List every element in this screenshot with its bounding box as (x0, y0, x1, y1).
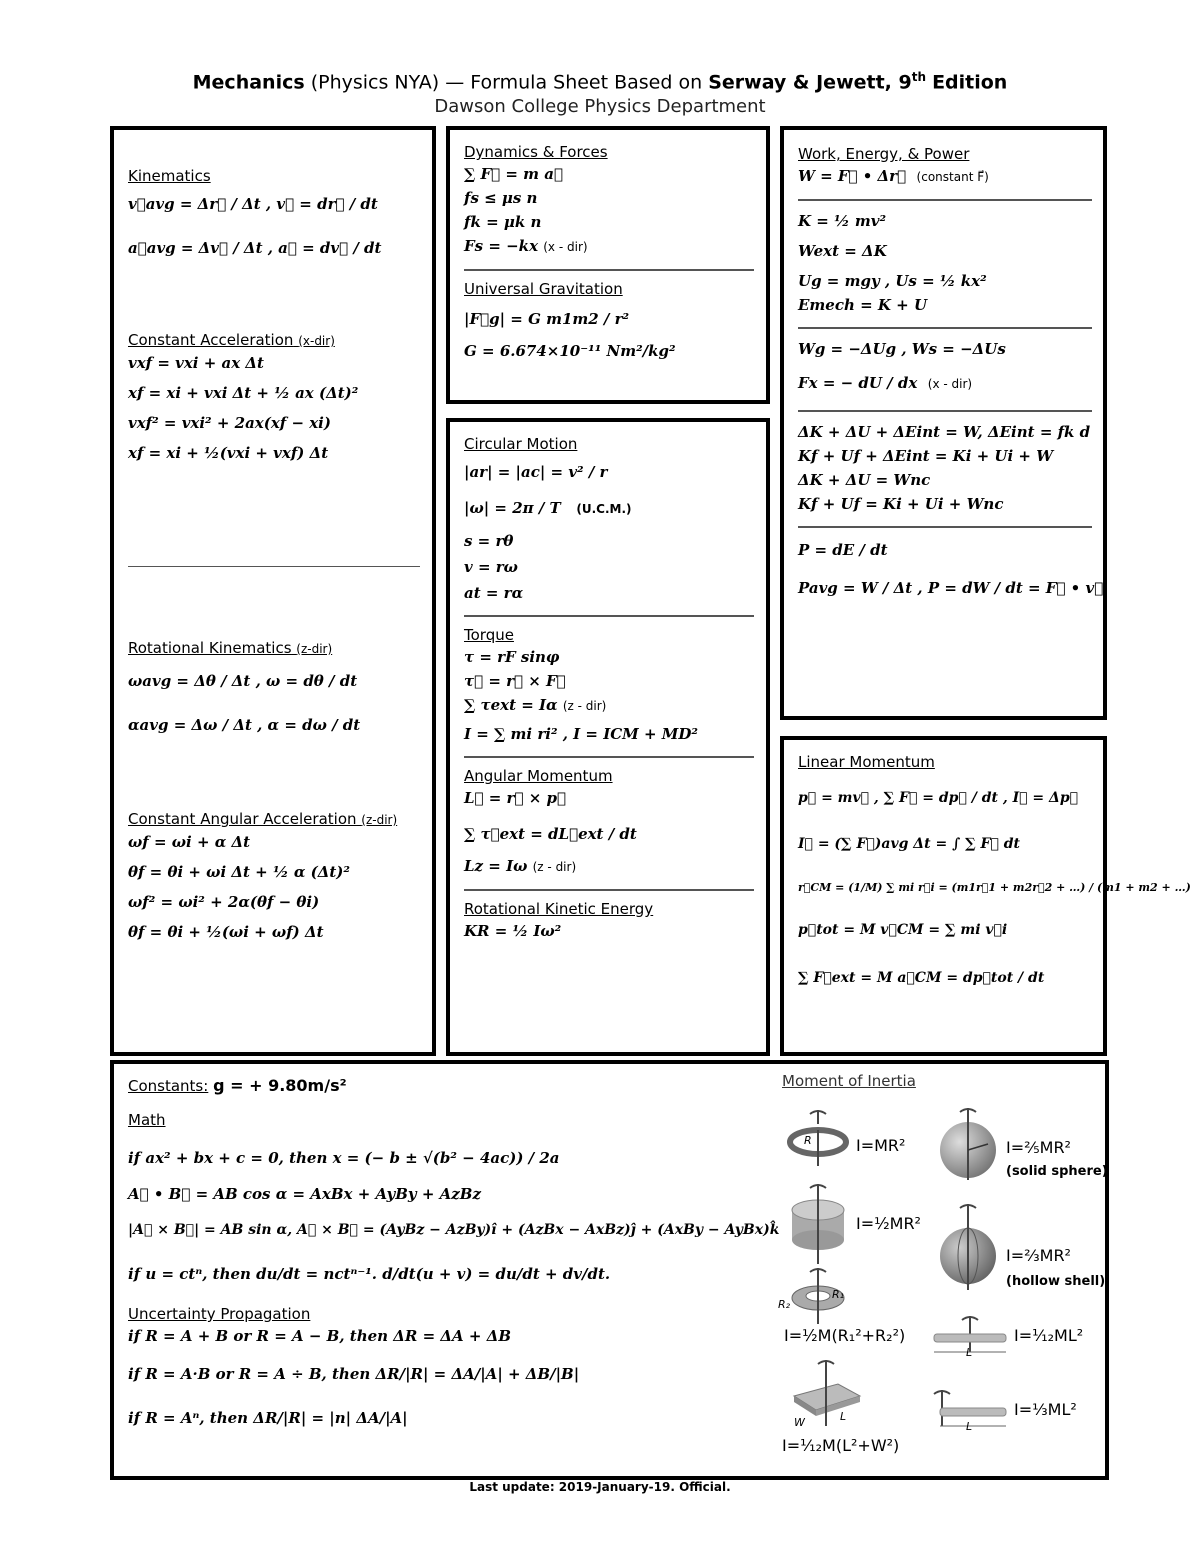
formula-cang-3: ωf² = ωi² + 2α(θf − θi) (128, 893, 320, 911)
formula-tangential-velocity: v = rω (464, 558, 518, 576)
rot-ke-title: Rotational Kinetic Energy (464, 900, 654, 918)
moi-shell: I=⅔MR² (1006, 1246, 1071, 1265)
moi-annulus: I=½M(R₁²+R₂²) (784, 1326, 906, 1345)
kinematics-box (110, 126, 436, 1056)
dynamics-box (446, 126, 770, 404)
formula-force-potential: Fx = − dU / dx (x - dir) (798, 374, 973, 392)
formula-rot-ke: KR = ½ Iω² (464, 922, 562, 940)
formula-torque-mag: τ = rF sinφ (464, 648, 560, 666)
hoop-icon (786, 1104, 850, 1174)
formula-newton-2: ∑ F⃗ = m a⃗ (464, 165, 563, 183)
divider (128, 566, 420, 567)
formula-cross-product: |A⃗ × B⃗| = AB sin α, A⃗ × B⃗ = (AyBz − AzBy)î + (AzBx − AxBz)ĵ + (AxBy − AyBx)k̂ (128, 1222, 780, 1238)
divider (464, 756, 754, 758)
formula-cang-2: θf = θi + ωi Δt + ½ α (Δt)² (128, 863, 350, 881)
constants-line: Constants: g = + 9.80m/s² (128, 1076, 347, 1095)
moi-rod-end-l: L (966, 1420, 973, 1433)
footer: Last update: 2019-January-19. Official. (469, 1480, 731, 1494)
moi-hoop-label: R (804, 1134, 812, 1147)
formula-mech-energy: Emech = K + U (798, 296, 928, 314)
formula-avg-omega: ωavg = Δθ / Δt , ω = dθ / dt (128, 672, 358, 690)
formula-cang-4: θf = θi + ½(ωi + ωf) Δt (128, 923, 324, 941)
const-ang-title: Constant Angular Acceleration (z-dir) (128, 810, 398, 828)
hollow-shell-icon (936, 1200, 1000, 1292)
ang-mom-title: Angular Momentum (464, 767, 613, 785)
formula-center-mass: r⃗CM = (1/M) ∑ mi r⃗i = (m1r⃗1 + m2r⃗2 + …) / (m1 + m2 + …) (798, 881, 1191, 894)
formula-lz: Lz = Iω (z - dir) (464, 857, 577, 875)
moi-sphere: I=⅖MR² (1006, 1138, 1071, 1157)
formula-gravity-constant: G = 6.674×10⁻¹¹ Nm²/kg² (464, 342, 676, 360)
dynamics-title: Dynamics & Forces (464, 143, 608, 161)
moi-sphere-sub: (solid sphere) (1006, 1164, 1108, 1179)
moi-rod-center: I=¹⁄₁₂ML² (1014, 1326, 1084, 1345)
moi-hoop: I=MR² (856, 1136, 906, 1155)
cylinder-icon (786, 1180, 850, 1266)
divider (464, 889, 754, 891)
formula-unc-sum: if R = A + B or R = A − B, then ΔR = ΔA + ΔB (128, 1327, 512, 1345)
formula-kinetic-friction: fk = μk n (464, 213, 542, 231)
formula-avg-velocity: v⃗avg = Δr⃗ / Δt , v⃗ = dr⃗ / dt (128, 195, 378, 213)
moi-annulus-r2: R₂ (778, 1298, 791, 1311)
formula-external-force: ∑ F⃗ext = M a⃗CM = dp⃗tot / dt (798, 970, 1045, 986)
formula-power: P = dE / dt (798, 541, 888, 559)
formula-kinetic-energy: K = ½ mv² (798, 212, 887, 230)
divider (798, 327, 1092, 329)
formula-ucm: |ω| = 2π / T (U.C.M.) (464, 499, 632, 517)
formula-potential-energy: Ug = mgy , Us = ½ kx² (798, 272, 987, 290)
formula-total-momentum: p⃗tot = M v⃗CM = ∑ mi v⃗i (798, 922, 1008, 938)
kinematics-title: Kinematics (128, 167, 211, 185)
formula-avg-alpha: αavg = Δω / Δt , α = dω / dt (128, 716, 361, 734)
formula-energy-1: ΔK + ΔU + ΔEint = W, ΔEint = fk d (798, 423, 1091, 441)
moi-plate-w: W (794, 1416, 805, 1429)
formula-torque-ang-mom: ∑ τ⃗ext = dL⃗ext / dt (464, 825, 637, 843)
divider (464, 269, 754, 271)
formula-impulse: I⃗ = (∑ F⃗)avg Δt = ∫ ∑ F⃗ dt (798, 836, 1020, 852)
momentum-box (780, 736, 1191, 1056)
formula-unc-product: if R = A·B or R = A ÷ B, then ΔR/|R| = ΔA/|A| + ΔB/|B| (128, 1365, 580, 1383)
formula-derivative: if u = ctⁿ, then du/dt = nctⁿ⁻¹. d/dt(u + v) = du/dt + dv/dt. (128, 1265, 611, 1283)
torque-title: Torque (464, 626, 514, 644)
const-accel-title: Constant Acceleration (x-dir) (128, 331, 335, 349)
formula-arc-length: s = rθ (464, 532, 514, 550)
formula-work: W = F⃗ • Δr⃗ (constant F⃗) (798, 167, 989, 185)
work-title: Work, Energy, & Power (798, 145, 970, 163)
formula-moment-inertia: I = ∑ mi ri² , I = ICM + MD² (464, 725, 698, 743)
formula-momentum: p⃗ = mv⃗ , ∑ F⃗ = dp⃗ / dt , I⃗ = Δp⃗ (798, 790, 1079, 806)
formula-unc-power: if R = Aⁿ, then ΔR/|R| = |n| ΔA/|A| (128, 1409, 408, 1427)
formula-cang-1: ωf = ωi + α Δt (128, 833, 251, 851)
page-header (0, 64, 1200, 119)
divider (798, 526, 1092, 528)
circular-title: Circular Motion (464, 435, 578, 453)
energy-box (780, 126, 1107, 720)
formula-dot-product: A⃗ • B⃗ = AB cos α = AxBx + AyBy + AzBz (128, 1185, 481, 1203)
rot-kin-title: Rotational Kinematics (z-dir) (128, 639, 333, 657)
formula-ca-2: xf = xi + vxi Δt + ½ ax (Δt)² (128, 384, 359, 402)
moi-rod-center-l: L (966, 1346, 973, 1359)
formula-ca-1: vxf = vxi + ax Δt (128, 354, 264, 372)
page-title: Mechanics (Physics NYA) — Formula Sheet Based on Serway & Jewett, 9th Edition (192, 70, 1008, 94)
formula-spring: Fs = −kx (x - dir) (464, 237, 588, 255)
formula-net-torque: ∑ τext = Iα (z - dir) (464, 696, 607, 714)
moi-annulus-r1: R₁ (832, 1288, 845, 1301)
divider (464, 615, 754, 617)
formula-radial-accel: |ar| = |ac| = v² / r (464, 463, 608, 481)
formula-energy-2: Kf + Uf + ΔEint = Ki + Ui + W (798, 447, 1054, 465)
formula-conservative-work: Wg = −ΔUg , Ws = −ΔUs (798, 340, 1006, 358)
moi-plate: I=¹⁄₁₂M(L²+W²) (782, 1436, 900, 1455)
moi-cylinder: I=½MR² (856, 1214, 921, 1233)
formula-quadratic: if ax² + bx + c = 0, then x = (− b ± √(b² − 4ac)) / 2a (128, 1149, 560, 1167)
formula-ca-4: xf = xi + ½(vxi + vxf) Δt (128, 444, 329, 462)
moi-shell-sub: (hollow shell) (1006, 1274, 1106, 1289)
math-box (110, 1060, 1109, 1480)
moi-rod-end: I=⅓ML² (1014, 1400, 1077, 1419)
math-title: Math (128, 1111, 166, 1129)
formula-gravity-force: |F⃗g| = G m1m2 / r² (464, 310, 630, 328)
formula-static-friction: fs ≤ μs n (464, 189, 538, 207)
uncertainty-title: Uncertainty Propagation (128, 1305, 311, 1323)
page-subtitle: Dawson College Physics Department (434, 96, 766, 118)
divider (798, 410, 1092, 412)
moi-plate-l: L (840, 1410, 847, 1423)
moi-title: Moment of Inertia (782, 1072, 916, 1090)
momentum-title: Linear Momentum (798, 753, 935, 771)
gravitation-title: Universal Gravitation (464, 280, 623, 298)
formula-tangential-accel: at = rα (464, 584, 524, 602)
formula-torque-vec: τ⃗ = r⃗ × F⃗ (464, 672, 566, 690)
formula-energy-4: Kf + Uf = Ki + Ui + Wnc (798, 495, 1004, 513)
formula-avg-accel: a⃗avg = Δv⃗ / Δt , a⃗ = dv⃗ / dt (128, 239, 382, 257)
formula-ang-mom: L⃗ = r⃗ × p⃗ (464, 789, 566, 807)
solid-sphere-icon (936, 1104, 1000, 1184)
formula-avg-power: Pavg = W / Δt , P = dW / dt = F⃗ • v⃗ (798, 579, 1104, 597)
formula-energy-3: ΔK + ΔU = Wnc (798, 471, 931, 489)
formula-ca-3: vxf² = vxi² + 2ax(xf − xi) (128, 414, 331, 432)
rotation-box (446, 418, 770, 1056)
formula-work-ke: Wext = ΔK (798, 242, 887, 260)
divider (798, 199, 1092, 201)
